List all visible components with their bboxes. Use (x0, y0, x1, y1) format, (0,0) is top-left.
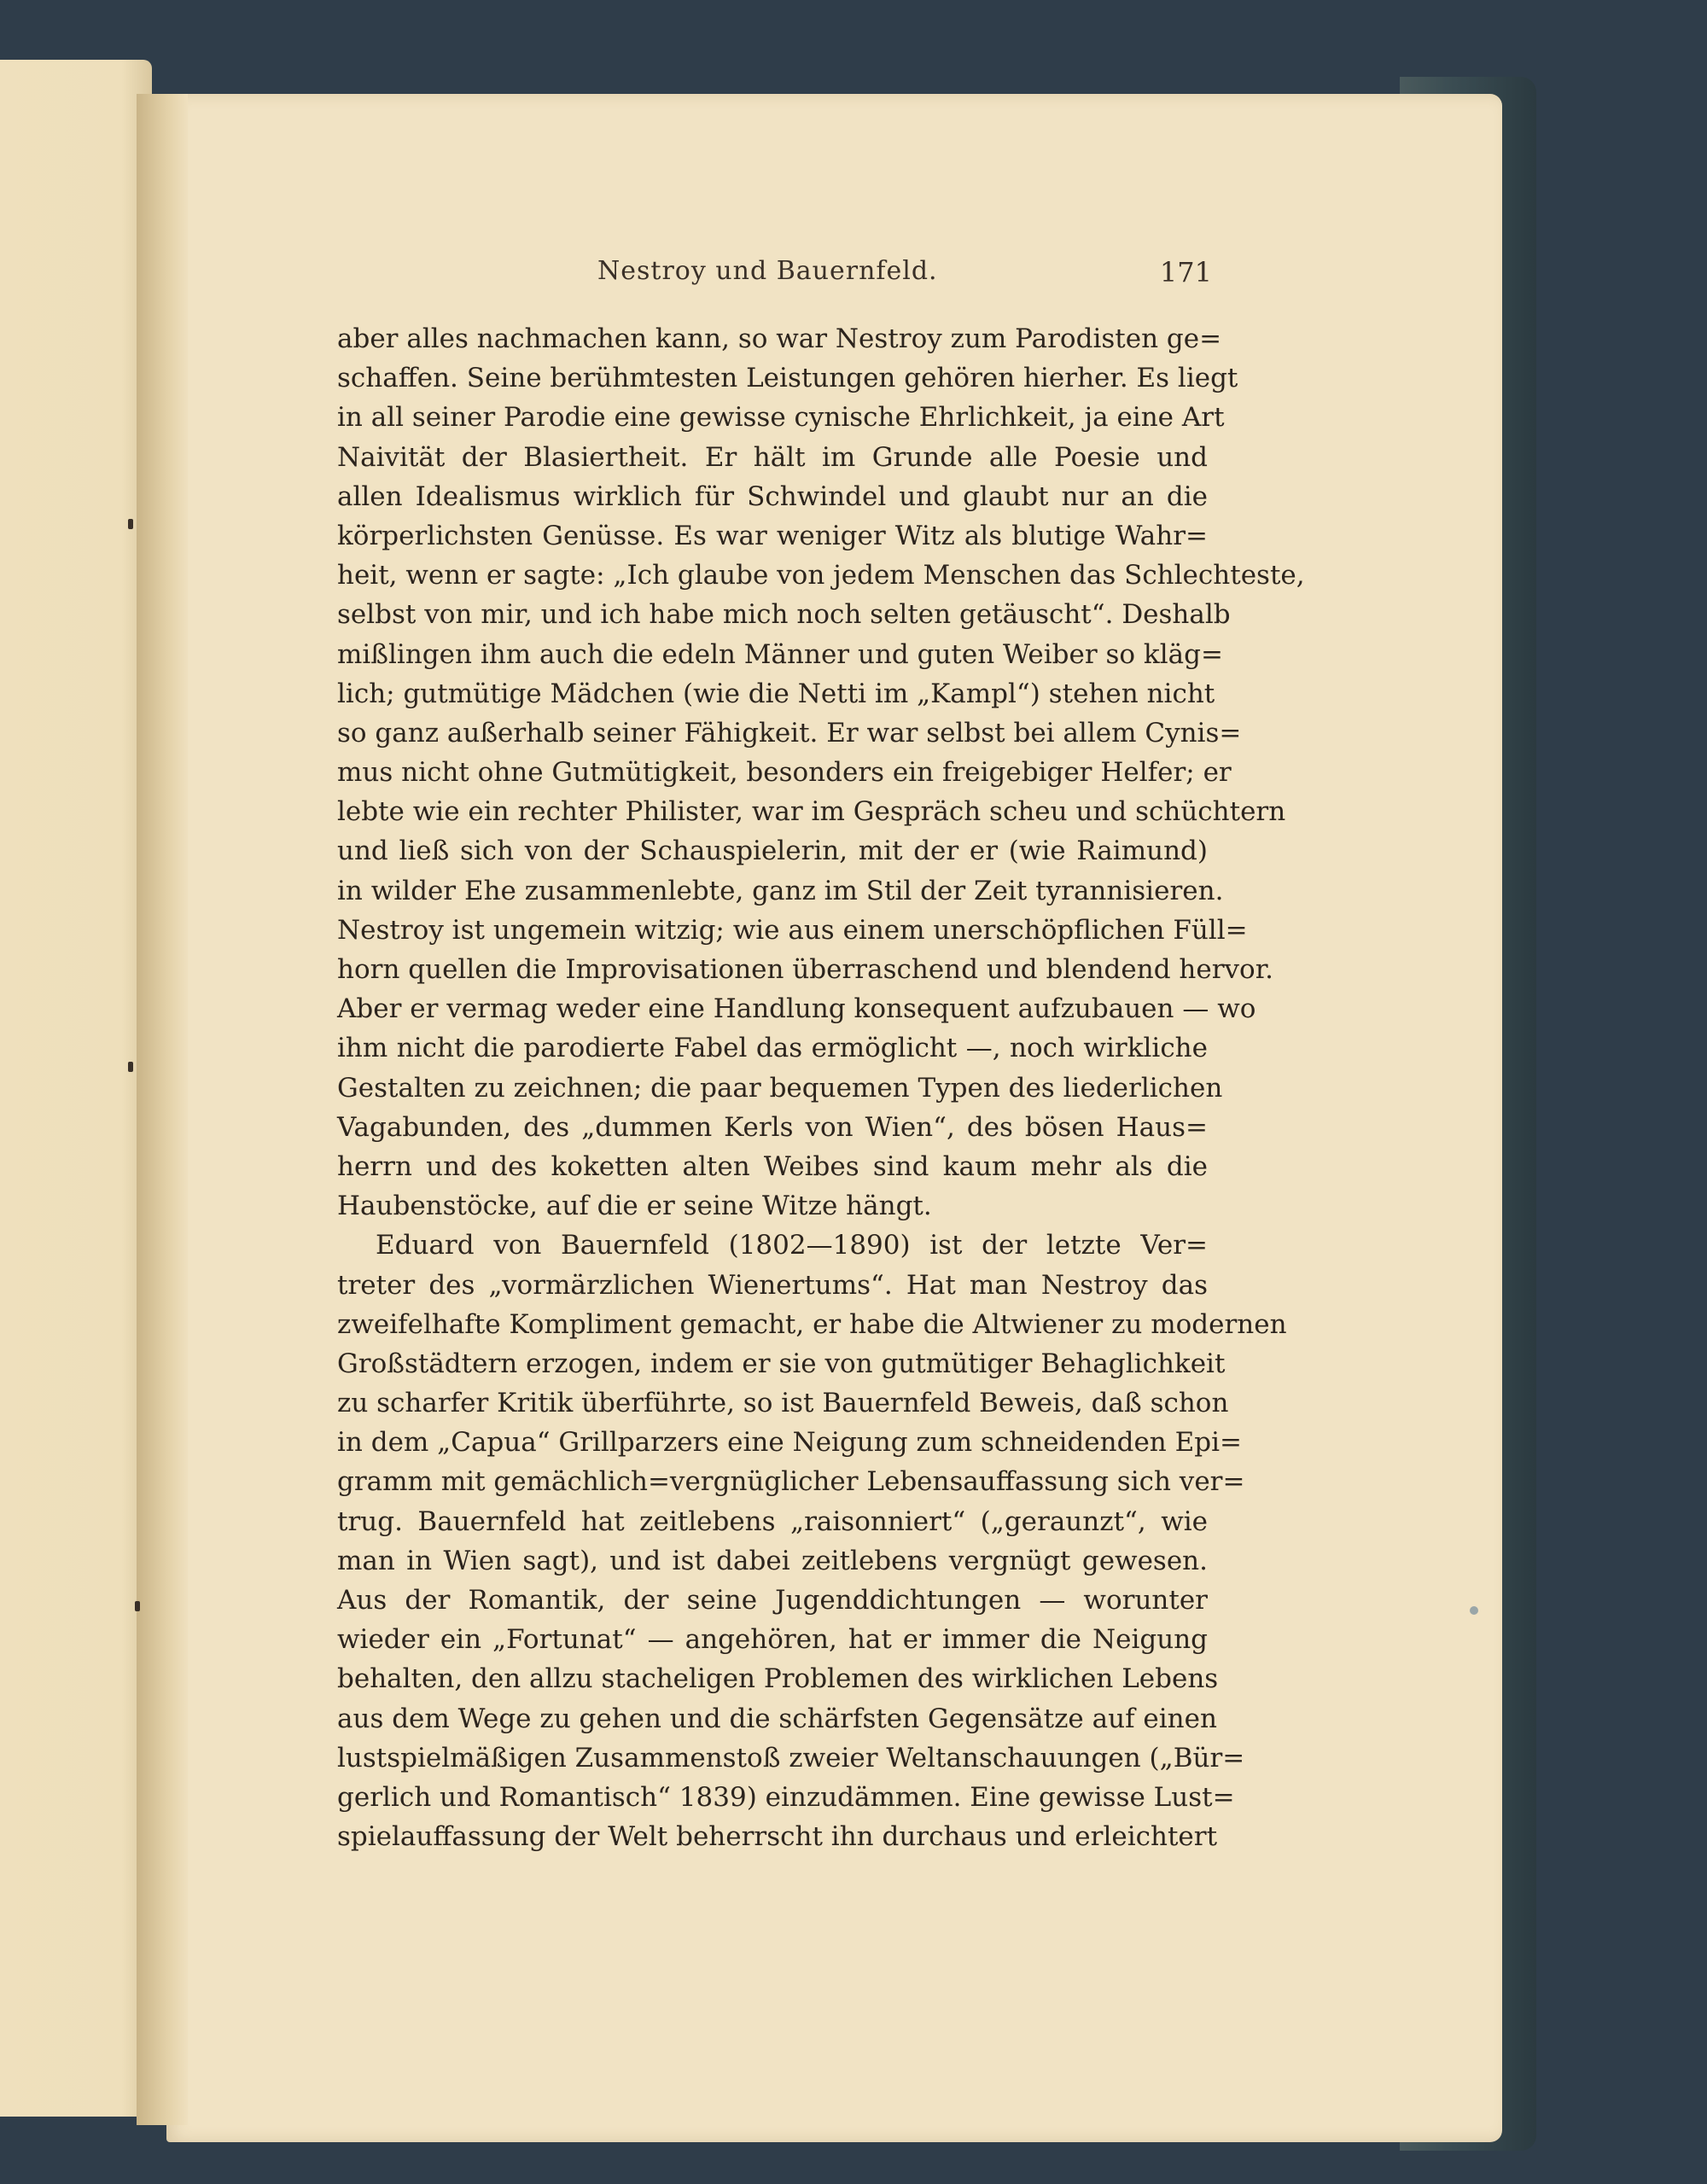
text-line: schaffen. Seine berühmtesten Leistungen gehören hierher. Es liegt (337, 363, 1238, 394)
text-line: horn quellen die Improvisationen überraschend und blendend hervor. (337, 954, 1273, 985)
text-line: Haubenstöcke, auf die er seine Witze hängt. (337, 1191, 932, 1222)
text-line: zu scharfer Kritik überführte, so ist Bauernfeld Beweis, daß schon (337, 1388, 1229, 1419)
text-line: Naivität der Blasiertheit. Er hält im Grunde alle Poesie und (337, 441, 1208, 473)
text-line: allen Idealismus wirklich für Schwindel und glaubt nur an die (337, 480, 1208, 512)
text-line: selbst von mir, und ich habe mich noch selten getäuscht“. Deshalb (337, 599, 1231, 631)
page-header (597, 256, 1212, 290)
text-line: Nestroy ist ungemein witzig; wie aus einem unerschöpflichen Füll= (337, 914, 1248, 946)
text-line: zweifelhafte Kompliment gemacht, er habe die Altwiener zu modernen (337, 1308, 1287, 1340)
text-line: Eduard von Bauernfeld (1802—1890) ist der letzte Ver= (376, 1230, 1208, 1261)
text-line: aber alles nachmachen kann, so war Nestroy zum Parodisten ge= (337, 323, 1222, 354)
text-line: heit, wenn er sagte: „Ich glaube von jedem Menschen das Schlechteste, (337, 560, 1305, 591)
body-text (337, 319, 1305, 1856)
text-line: wieder ein „Fortunat“ — angehören, hat er immer die Neigung (337, 1624, 1208, 1656)
text-line: körperlichsten Genüsse. Es war weniger Witz als blutige Wahr= (337, 520, 1208, 551)
text-line: und ließ sich von der Schauspielerin, mit der er (wie Raimund) (337, 836, 1208, 867)
running-title: Nestroy und Bauernfeld. (597, 256, 938, 286)
text-line: ihm nicht die parodierte Fabel das ermöglicht —, noch wirkliche (337, 1033, 1208, 1064)
text-line: gerlich und Romantisch“ 1839) einzudämmen. Eine gewisse Lust= (337, 1781, 1235, 1813)
text-line: in all seiner Parodie eine gewisse cynische Ehrlichkeit, ja eine Art (337, 402, 1225, 434)
text-line: Großstädtern erzogen, indem er sie von gutmütiger Behaglichkeit (337, 1348, 1226, 1379)
cover-spot (1470, 1606, 1478, 1615)
page-number: 171 (1159, 256, 1212, 288)
text-line: man in Wien sagt), und ist dabei zeitlebens vergnügt gewesen. (337, 1545, 1208, 1576)
margin-mark (135, 1601, 140, 1611)
text-line: behalten, den allzu stacheligen Problemen des wirklichen Lebens (337, 1663, 1219, 1695)
page-gutter (137, 94, 188, 2125)
text-line: in wilder Ehe zusammenlebte, ganz im Stil der Zeit tyrannisieren. (337, 875, 1224, 906)
text-line: Aber er vermag weder eine Handlung konsequent aufzubauen — wo (337, 993, 1256, 1025)
text-line: gramm mit gemächlich=vergnüglicher Lebensauffassung sich ver= (337, 1466, 1245, 1498)
left-page-edge (0, 60, 152, 2117)
text-line: treter des „vormärzlichen Wienertums“. Hat man Nestroy das (337, 1269, 1208, 1301)
text-line: mißlingen ihm auch die edeln Männer und guten Weiber so kläg= (337, 638, 1223, 670)
text-line: aus dem Wege zu gehen und die schärfsten Gegensätze auf einen (337, 1703, 1217, 1734)
text-line: Vagabunden, des „dummen Kerls von Wien“, des bösen Haus= (337, 1111, 1208, 1143)
margin-mark (128, 519, 133, 529)
text-line: Aus der Romantik, der seine Jugenddichtungen — worunter (337, 1585, 1208, 1616)
text-line: lustspielmäßigen Zusammenstoß zweier Weltanschauungen („Bür= (337, 1742, 1245, 1773)
text-line: trug. Bauernfeld hat zeitlebens „raisonniert“ („geraunzt“, wie (337, 1506, 1208, 1537)
text-line: so ganz außerhalb seiner Fähigkeit. Er war selbst bei allem Cynis= (337, 717, 1242, 748)
text-line: mus nicht ohne Gutmütigkeit, besonders ein freigebiger Helfer; er (337, 757, 1232, 789)
margin-mark (128, 1062, 133, 1072)
text-line: in dem „Capua“ Grillparzers eine Neigung zum schneidenden Epi= (337, 1427, 1242, 1459)
text-line: lebte wie ein rechter Philister, war im Gespräch scheu und schüchtern (337, 796, 1286, 828)
text-line: Gestalten zu zeichnen; die paar bequemen Typen des liederlichen (337, 1072, 1223, 1104)
text-line: spielauffassung der Welt beherrscht ihn durchaus und erleichtert (337, 1821, 1218, 1853)
text-line: herrn und des koketten alten Weibes sind kaum mehr als die (337, 1150, 1208, 1182)
text-line: lich; gutmütige Mädchen (wie die Netti im „Kampl“) stehen nicht (337, 678, 1215, 709)
